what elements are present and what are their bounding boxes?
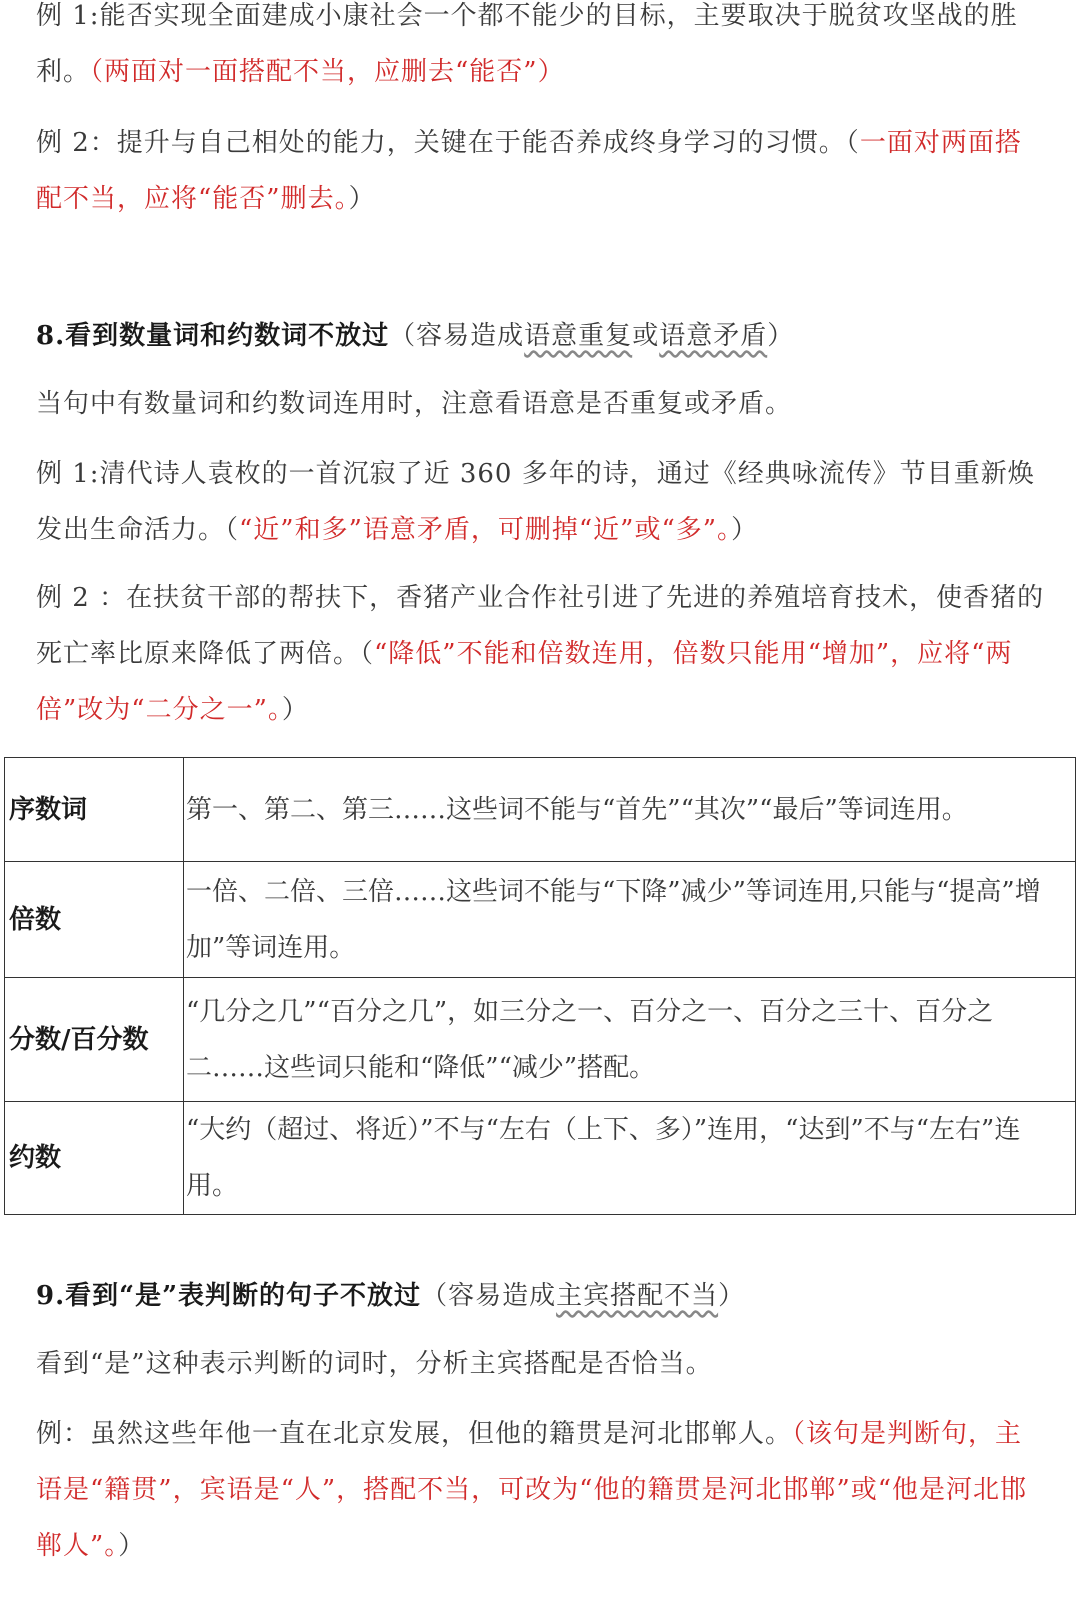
s7-example-1 (36, 0, 1046, 100)
table-row (5, 862, 1076, 978)
s7-example-2-note: 一面对两面搭配不当，应将“能否”删去。 (36, 128, 1022, 214)
s7-example-1-text: 例 1:能否实现全面建成小康社会一个都不能少的目标，主要取决于脱贫攻坚战的胜利。 (36, 1, 1018, 87)
s8-example-2 (36, 570, 1046, 738)
section-9-paren-open: （容易造成 (421, 1281, 557, 1311)
s8-example-1-text: 例 1:清代诗人袁枚的一首沉寂了近 360 多年的诗，通过《经典咏流传》节目重新焕发出生命活力。（ (36, 459, 1035, 545)
s7-example-2-text: 例 2：提升与自己相处的能力，关键在于能否养成终身学习的习惯。（ (36, 128, 860, 158)
table-row (5, 1102, 1076, 1215)
section-8-intro: 当句中有数量词和约数词连用时，注意看语意是否重复或矛盾。 (36, 389, 793, 419)
numeral-rules-table (4, 757, 1076, 1215)
table-desc-cell: “大约（超过、将近）”不与“左右（上下、多）”连用，“达到”不与“左右”连用。 (184, 1102, 1076, 1215)
section-9-intro: 看到“是”这种表示判断的词时，分析主宾搭配是否恰当。 (36, 1349, 713, 1379)
table-desc-cell: “几分之几”“百分之几”，如三分之一、百分之一、百分之三十、百分之二……这些词只能和“降低”“减少”搭配。 (184, 978, 1076, 1102)
section-9-keyword: 主宾搭配不当 (556, 1281, 719, 1311)
s8-example-1-close: ） (731, 515, 759, 545)
table-term-cell: 分数/百分数 (5, 978, 184, 1102)
s8-example-2-text: 例 2 ：在扶贫干部的帮扶下，香猪产业合作社引进了先进的养殖培育技术，使香猪的死亡率比原来降低了两倍。（ (36, 583, 1045, 669)
section-9-heading: 9.看到“是”表判断的句子不放过 (36, 1281, 422, 1311)
s8-example-1 (36, 446, 1046, 558)
s7-example-1-note: （两面对一面搭配不当，应删去“能否”） (90, 57, 565, 87)
section-8-paren-close: ） (767, 321, 795, 351)
s9-example (36, 1406, 1046, 1574)
section-8-or: 或 (632, 321, 660, 351)
table-row (5, 758, 1076, 862)
section-9-heading-line (36, 1268, 1046, 1324)
s7-example-2 (36, 115, 1046, 227)
s9-example-text: 例：虽然这些年他一直在北京发展，但他的籍贯是河北邯郸人。 (36, 1419, 793, 1449)
section-8-keyword-2: 语意矛盾 (659, 321, 768, 351)
s9-example-close: ） (118, 1531, 146, 1561)
table-desc-cell: 第一、第二、第三……这些词不能与“首先”“其次”“最后”等词连用。 (184, 758, 1076, 862)
table-term-cell: 倍数 (5, 862, 184, 978)
section-9-paren-close: ） (718, 1281, 746, 1311)
section-8-heading: 8.看到数量词和约数词不放过 (36, 321, 390, 351)
table-term-cell: 序数词 (5, 758, 184, 862)
s8-example-2-close: ） (281, 695, 309, 725)
s8-example-2-note: “降低”不能和倍数连用，倍数只能用“增加”，应将“两倍”改为“二分之一”。 (36, 639, 1013, 725)
table-desc-cell: 一倍、二倍、三倍……这些词不能与“下降”减少”等词连用,只能与“提高”增加”等词连用。 (184, 862, 1076, 978)
s9-example-note: （该句是判断句，主语是“籍贯”，宾语是“人”，搭配不当，可改为“他的籍贯是河北邯郸”或“他是河北邯郸人”。 (36, 1419, 1028, 1561)
section-8-paren-open: （容易造成 (389, 321, 525, 351)
table-row (5, 978, 1076, 1102)
section-8-keyword-1: 语意重复 (524, 321, 633, 351)
s7-example-2-close: ） (348, 184, 376, 214)
section-8-heading-line (36, 308, 1046, 364)
table-term-cell: 约数 (5, 1102, 184, 1215)
s8-example-1-note: “近”和多”语意矛盾，可删掉“近”或“多”。 (239, 515, 732, 545)
